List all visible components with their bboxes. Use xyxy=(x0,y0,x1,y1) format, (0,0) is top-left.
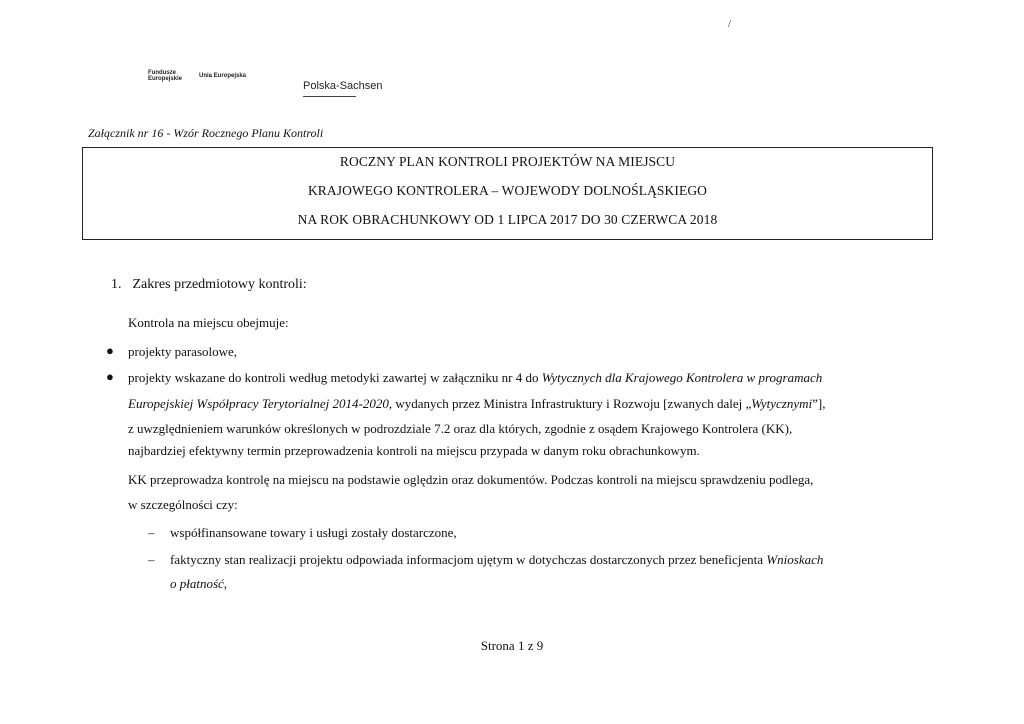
bullet-item-2-line-2: Europejskiej Współpracy Terytorialnej 2014-2020, wydanych przez Ministra Infrastruktury i Rozwoju [zwanych dalej „Wytycznymi”], xyxy=(128,396,826,411)
dash-item-1: współfinansowane towary i usługi zostały dostarczone, xyxy=(170,525,457,540)
dash-symbol-2: – xyxy=(148,552,155,567)
bullet-item-1: projekty parasolowe, xyxy=(128,344,238,359)
section-number: 1. xyxy=(111,277,122,292)
dash-item-2-line-1: faktyczny stan realizacji projektu odpowiada informacjom ujętym w dotychczas dostarczonych przez beneficjenta Wnioskach xyxy=(170,552,824,567)
intro-text: Kontrola na miejscu obejmuje: xyxy=(128,315,289,330)
program-name: Polska-Sachsen xyxy=(303,80,383,92)
section-heading xyxy=(111,277,307,293)
funds-logo-line2: Europejskie xyxy=(148,76,183,82)
funds-logo xyxy=(148,70,182,82)
dash-item-2-line-2: o płatność, xyxy=(170,576,228,591)
dash-symbol-1: – xyxy=(148,525,155,540)
page-number: Strona 1 z 9 xyxy=(480,638,544,653)
title-line-3: NA ROK OBRACHUNKOWY OD 1 LIPCA 2017 DO 30 CZERWCA 2018 xyxy=(297,212,718,227)
paragraph-line-1: KK przeprowadza kontrolę na miejscu na podstawie oględzin oraz dokumentów. Podczas kontroli na miejscu sprawdzeniu podlega, xyxy=(128,472,814,487)
bullet-dot-2: ● xyxy=(106,369,114,384)
program-underline xyxy=(303,96,356,97)
bullet-item-2-line-1: projekty wskazane do kontroli według metodyki zawartej w załączniku nr 4 do Wytycznych dla Krajowego Kontrolera w programach xyxy=(128,370,823,385)
annex-title: Załącznik nr 16 - Wzór Rocznego Planu Kontroli xyxy=(88,126,324,140)
title-line-2: KRAJOWEGO KONTROLERA – WOJEWODY DOLNOŚLĄSKIEGO xyxy=(307,183,708,198)
title-line-1: ROCZNY PLAN KONTROLI PROJEKTÓW NA MIEJSCU xyxy=(339,154,676,169)
corner-mark: / xyxy=(728,18,732,30)
bullet-dot-1: ● xyxy=(106,343,114,358)
eu-logo: Unia Europejska xyxy=(199,73,247,79)
bullet-item-2-line-4: najbardziej efektywny termin przeprowadzenia kontroli na miejscu przypada w danym roku obrachunkowym. xyxy=(128,443,700,458)
title-box xyxy=(82,147,933,240)
funds-logo-line1: Fundusze xyxy=(148,70,176,76)
bullet-item-2-line-3: z uwzględnieniem warunków określonych w podrozdziale 7.2 oraz dla których, zgodnie z osądem Krajowego Kontrolera (KK), xyxy=(128,421,793,436)
section-title: Zakres przedmiotowy kontroli: xyxy=(132,277,307,292)
paragraph-line-2: w szczególności czy: xyxy=(128,497,238,512)
